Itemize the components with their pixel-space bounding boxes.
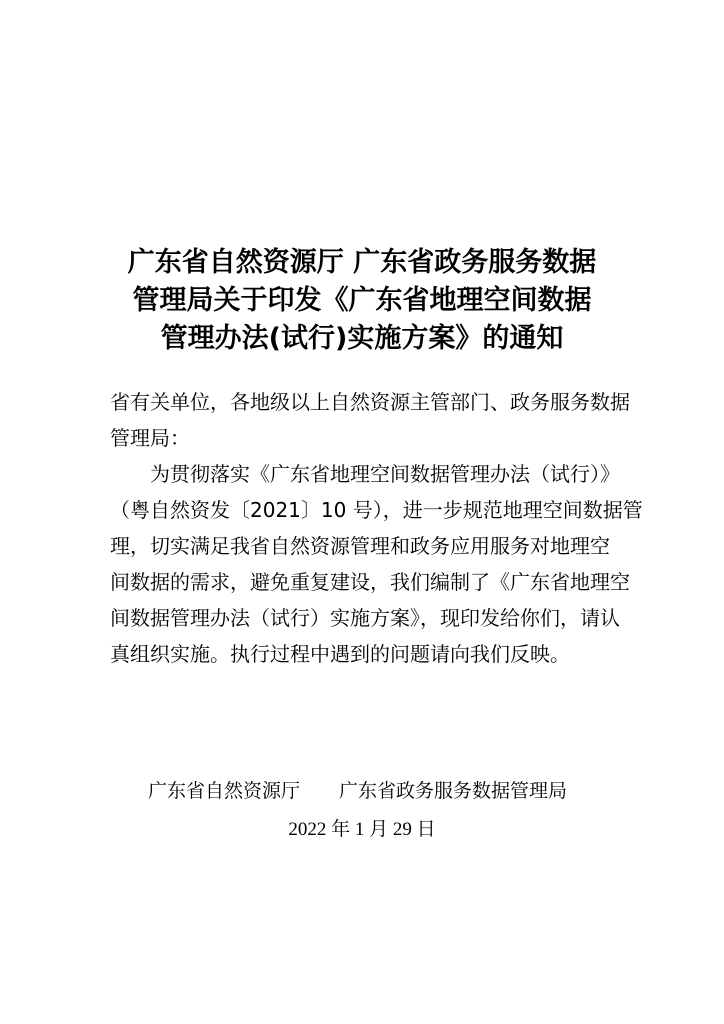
title-line-1: 广东省自然资源厅 广东省政务服务数据: [127, 247, 597, 278]
body-line-1: 省有关单位，各地级以上自然资源主管部门、政务服务数据: [110, 390, 630, 414]
body-line-7: 间数据管理办法（试行）实施方案》，现印发给你们，请认: [110, 606, 620, 630]
body-line-6: 间数据的需求，避免重复建设，我们编制了《广东省地理空: [110, 570, 630, 594]
signature-org-2: 广东省政务服务数据管理局: [339, 780, 568, 802]
signature-date: 2022 年 1 月 29 日: [288, 819, 436, 840]
body-line-5: 理，切实满足我省自然资源管理和政务应用服务对地理空: [110, 534, 610, 558]
title-line-3: 管理办法(试行)实施方案》的通知: [160, 323, 564, 354]
body-line-8: 真组织实施。执行过程中遇到的问题请向我们反映。: [110, 642, 570, 666]
body-line-2: 管理局：: [110, 426, 190, 450]
title-line-2: 管理局关于印发《广东省地理空间数据: [132, 285, 592, 316]
body-line-4: （粤自然资发〔2021〕10 号），进一步规范地理空间数据管: [110, 498, 643, 522]
signature-org-1: 广东省自然资源厅: [148, 780, 301, 802]
body-line-3: 为贯彻落实《广东省地理空间数据管理办法（试行）》: [150, 462, 620, 486]
